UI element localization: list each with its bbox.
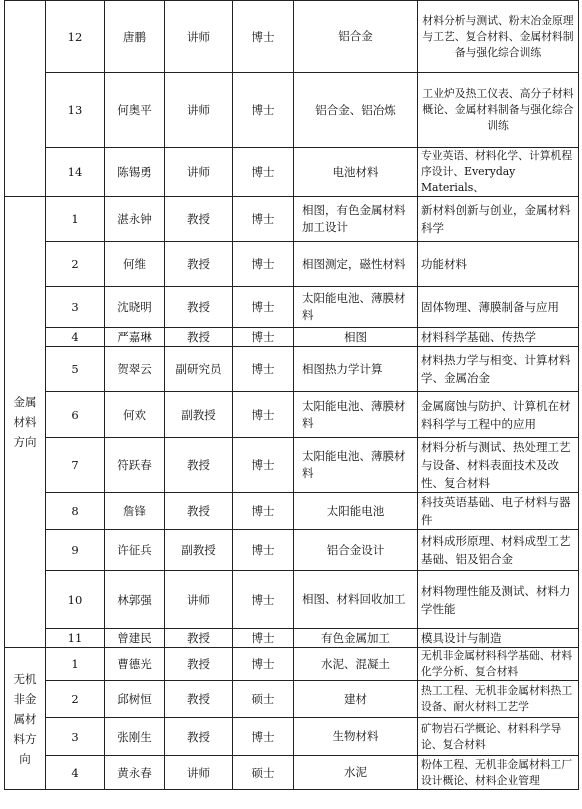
table-row [5, 328, 579, 347]
teacher-title: 副教授 [165, 392, 233, 438]
table-row [5, 287, 579, 328]
teacher-degree: 博士 [233, 1, 294, 73]
table-row [5, 392, 579, 438]
courses-taught: 粉体工程、无机非金属材料工厂设计概论、材料企业管理 [418, 756, 579, 790]
courses-taught: 材料成形原理、材料成型工艺基础、铝及铝合金 [418, 530, 579, 571]
teacher-degree: 博士 [233, 438, 294, 493]
research-field: 铝合金、铝冶炼 [294, 73, 418, 148]
research-field: 电池材料 [294, 148, 418, 197]
teacher-name: 贺翠云 [105, 347, 165, 392]
table-row [5, 648, 579, 681]
table-row [5, 438, 579, 493]
teacher-name: 张刚生 [105, 718, 165, 756]
table-row [5, 681, 579, 718]
teacher-title: 教授 [165, 648, 233, 681]
table-row [5, 493, 579, 530]
research-field: 铝合金设计 [294, 530, 418, 571]
table-row [5, 148, 579, 197]
group-label: 无机非金属材料方向 [13, 671, 37, 766]
courses-taught: 矿物岩石学概论、材料科学导论、复合材料 [418, 718, 579, 756]
teacher-degree: 博士 [233, 328, 294, 347]
research-field: 相图，有色金属材料加工设计 [294, 197, 418, 242]
group-label-cell [5, 648, 46, 790]
row-number: 14 [46, 148, 105, 197]
faculty-table [4, 0, 579, 790]
courses-taught: 材料分析与测试、粉末冶金原理与工艺、复合材料、金属材料制备与强化综合训练 [418, 1, 579, 73]
teacher-name: 曹德光 [105, 648, 165, 681]
table-row [5, 629, 579, 648]
courses-taught: 功能材料 [418, 242, 579, 287]
research-field: 水泥 [294, 756, 418, 790]
courses-taught: 无机非金属材料科学基础、材料化学分析、复合材料 [418, 648, 579, 681]
courses-taught: 材料分析与测试、热处理工艺与设备、材料表面技术及改性、复合材料 [418, 438, 579, 493]
teacher-title: 讲师 [165, 571, 233, 629]
research-field: 生物材料 [294, 718, 418, 756]
group-label: 金属材料方向 [13, 395, 37, 449]
courses-taught: 专业英语、材料化学、计算机程序设计、Everyday Materials、 [418, 148, 579, 197]
teacher-title: 讲师 [165, 73, 233, 148]
teacher-name: 许征兵 [105, 530, 165, 571]
table-row [5, 530, 579, 571]
teacher-name: 陈锡勇 [105, 148, 165, 197]
teacher-title: 教授 [165, 438, 233, 493]
row-number: 1 [46, 197, 105, 242]
row-number: 6 [46, 392, 105, 438]
teacher-degree: 硕士 [233, 681, 294, 718]
teacher-name: 唐鹏 [105, 1, 165, 73]
teacher-title: 副教授 [165, 530, 233, 571]
research-field: 有色金属加工 [294, 629, 418, 648]
research-field: 相图热力学计算 [294, 347, 418, 392]
research-field: 铝合金 [294, 1, 418, 73]
teacher-name: 何奥平 [105, 73, 165, 148]
teacher-degree: 博士 [233, 242, 294, 287]
row-number: 1 [46, 648, 105, 681]
table-row [5, 718, 579, 756]
row-number: 12 [46, 1, 105, 73]
courses-taught: 工业炉及热工仪表、高分子材料概论、金属材料制备与强化综合训练 [418, 73, 579, 148]
teacher-degree: 博士 [233, 347, 294, 392]
courses-taught: 固体物理、薄膜制备与应用 [418, 287, 579, 328]
teacher-name: 邱树恒 [105, 681, 165, 718]
row-number: 5 [46, 347, 105, 392]
table-row [5, 1, 579, 73]
row-number: 3 [46, 287, 105, 328]
table-row [5, 242, 579, 287]
row-number: 2 [46, 242, 105, 287]
teacher-degree: 硕士 [233, 756, 294, 790]
row-number: 4 [46, 328, 105, 347]
courses-taught: 模具设计与制造 [418, 629, 579, 648]
teacher-degree: 博士 [233, 493, 294, 530]
research-field: 水泥、混凝土 [294, 648, 418, 681]
courses-taught: 热工工程、无机非金属材料热工设备、耐火材料工艺学 [418, 681, 579, 718]
teacher-name: 何维 [105, 242, 165, 287]
row-number: 3 [46, 718, 105, 756]
research-field: 建材 [294, 681, 418, 718]
teacher-title: 副研究员 [165, 347, 233, 392]
table-row [5, 347, 579, 392]
row-number: 4 [46, 756, 105, 790]
teacher-title: 教授 [165, 718, 233, 756]
courses-taught: 材料热力学与相变、计算材料学、金属冶金 [418, 347, 579, 392]
research-field: 相图、材料回收加工 [294, 571, 418, 629]
teacher-name: 詹锋 [105, 493, 165, 530]
teacher-degree: 博士 [233, 197, 294, 242]
row-number: 13 [46, 73, 105, 148]
research-field: 太阳能电池、薄膜材料 [294, 287, 418, 328]
teacher-title: 教授 [165, 681, 233, 718]
courses-taught: 金属腐蚀与防护、计算机在材料科学与工程中的应用 [418, 392, 579, 438]
teacher-title: 教授 [165, 287, 233, 328]
teacher-title: 教授 [165, 328, 233, 347]
teacher-title: 教授 [165, 493, 233, 530]
table-row [5, 756, 579, 790]
teacher-name: 林郭强 [105, 571, 165, 629]
teacher-name: 何欢 [105, 392, 165, 438]
teacher-degree: 博士 [233, 287, 294, 328]
teacher-degree: 博士 [233, 718, 294, 756]
research-field: 相图测定，磁性材料 [294, 242, 418, 287]
faculty-table-body [5, 1, 579, 790]
courses-taught: 新材料创新与创业，金属材料科学 [418, 197, 579, 242]
research-field: 太阳能电池、薄膜材料 [294, 438, 418, 493]
row-number: 10 [46, 571, 105, 629]
teacher-title: 讲师 [165, 148, 233, 197]
teacher-name: 曾建民 [105, 629, 165, 648]
row-number: 8 [46, 493, 105, 530]
teacher-name: 符跃春 [105, 438, 165, 493]
teacher-name: 湛永钟 [105, 197, 165, 242]
teacher-degree: 博士 [233, 392, 294, 438]
row-number: 11 [46, 629, 105, 648]
research-field: 太阳能电池 [294, 493, 418, 530]
teacher-title: 讲师 [165, 756, 233, 790]
teacher-name: 沈晓明 [105, 287, 165, 328]
group-label-cell [5, 1, 46, 197]
courses-taught: 材料物理性能及测试、材料力学性能 [418, 571, 579, 629]
teacher-degree: 博士 [233, 73, 294, 148]
teacher-degree: 博士 [233, 148, 294, 197]
group-label-cell [5, 197, 46, 648]
teacher-degree: 博士 [233, 571, 294, 629]
teacher-degree: 博士 [233, 530, 294, 571]
teacher-name: 黄永春 [105, 756, 165, 790]
table-row [5, 73, 579, 148]
teacher-title: 教授 [165, 197, 233, 242]
row-number: 9 [46, 530, 105, 571]
teacher-title: 教授 [165, 629, 233, 648]
table-row [5, 571, 579, 629]
row-number: 7 [46, 438, 105, 493]
teacher-title: 讲师 [165, 1, 233, 73]
research-field: 相图 [294, 328, 418, 347]
courses-taught: 材料科学基础、传热学 [418, 328, 579, 347]
research-field: 太阳能电池、薄膜材料 [294, 392, 418, 438]
teacher-title: 教授 [165, 242, 233, 287]
row-number: 2 [46, 681, 105, 718]
table-row [5, 197, 579, 242]
teacher-name: 严嘉琳 [105, 328, 165, 347]
teacher-degree: 博士 [233, 629, 294, 648]
teacher-degree: 博士 [233, 648, 294, 681]
courses-taught: 科技英语基础、电子材料与器件 [418, 493, 579, 530]
